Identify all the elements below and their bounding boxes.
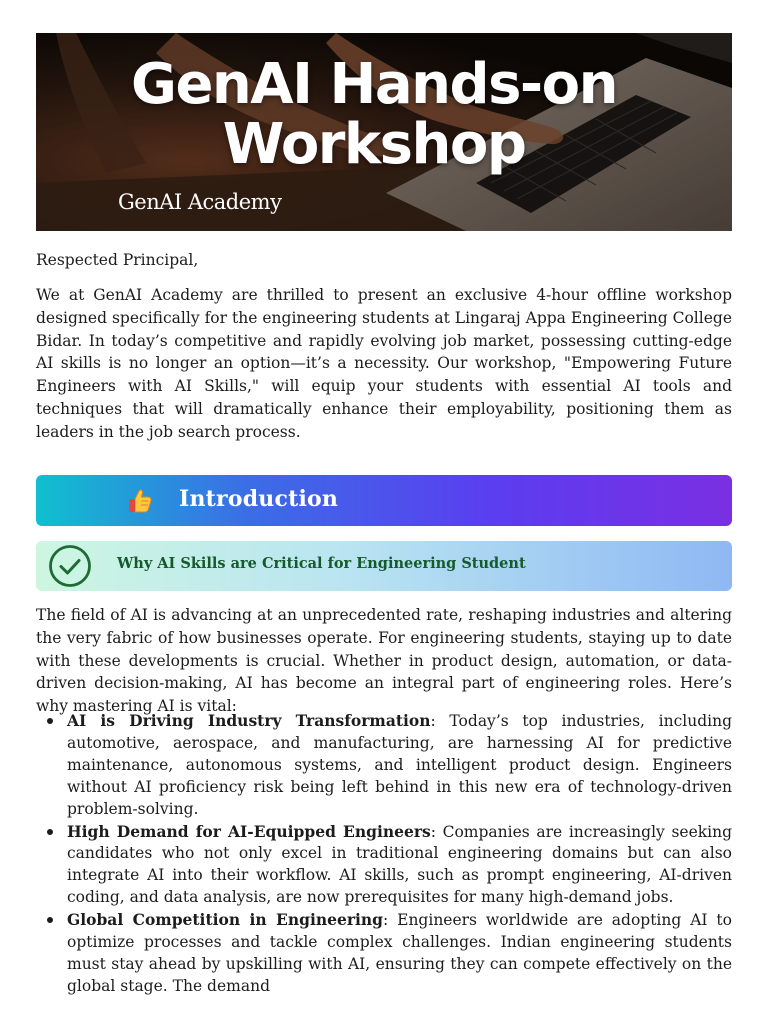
section-header-introduction <box>36 475 732 526</box>
point-text: : Companies are increasingly seeking candidates who not only excel in traditional engineering domains but can also integrate AI into their workflow. AI skills, such as prompt engineering, AI-driven coding, and data analysis, are now prerequisites for many high-demand jobs. <box>67 822 732 907</box>
callout-text: Why AI Skills are Critical for Engineering Student <box>117 555 526 572</box>
list-item <box>36 821 732 910</box>
intro-paragraph: We at GenAI Academy are thrilled to present an exclusive 4-hour offline workshop designed specifically for the engineering students at Lingaraj Appa Engineering College Bidar. In today’s competitive and rapidly evolving job market, possessing cutting-edge AI skills is no longer an option—it’s a necessity. Our workshop, "Empowering Future Engineers with AI Skills," will equip your students with essential AI tools and techniques that will dramatically enhance their employability, positioning them as leaders in the job search process. <box>36 286 732 441</box>
thumbs-up-icon <box>126 487 154 515</box>
body-paragraph: The field of AI is advancing at an unprecedented rate, reshaping industries and altering the very fabric of how businesses operate. For engineering students, staying up to date with these developments is crucial. Whether in product design, automation, or data-driven decision-making, AI has become an integral part of engineering roles. Here’s why mastering AI is vital: <box>36 606 732 716</box>
points-list <box>36 710 732 998</box>
list-item <box>36 710 732 821</box>
bullet-dot <box>47 829 53 835</box>
document-page <box>36 33 732 231</box>
point-heading: AI is Driving Industry Transformation <box>67 711 431 730</box>
salutation: Respected Principal, <box>36 251 199 269</box>
point-text: : Engineers worldwide are adopting AI to optimize processes and tackle complex challenges. Indian engineering students must stay ahead by upskilling with AI, ensuring they can compete effectively on the global stage. The demand <box>67 911 732 995</box>
callout-why-ai-skills <box>36 541 732 591</box>
banner-title: GenAI Hands-on Workshop <box>130 52 617 177</box>
bullet-dot <box>47 917 53 923</box>
workshop-banner <box>36 33 732 231</box>
section-title: Introduction <box>179 486 339 512</box>
check-circle-icon <box>48 544 92 588</box>
banner-subtitle: GenAI Academy <box>118 190 282 214</box>
bullet-dot <box>47 718 53 724</box>
point-heading: Global Competition in Engineering <box>67 910 383 930</box>
point-heading: High Demand for AI-Equipped Engineers <box>67 821 431 841</box>
list-item <box>36 909 732 998</box>
point-text: : Today’s top industries, including automotive, aerospace, and manufacturing, are harnessing AI for predictive maintenance, autonomous systems, and intelligent product design. Engineers without AI proficiency risk being left behind in this new era of technology-driven problem-solving. <box>67 712 732 818</box>
